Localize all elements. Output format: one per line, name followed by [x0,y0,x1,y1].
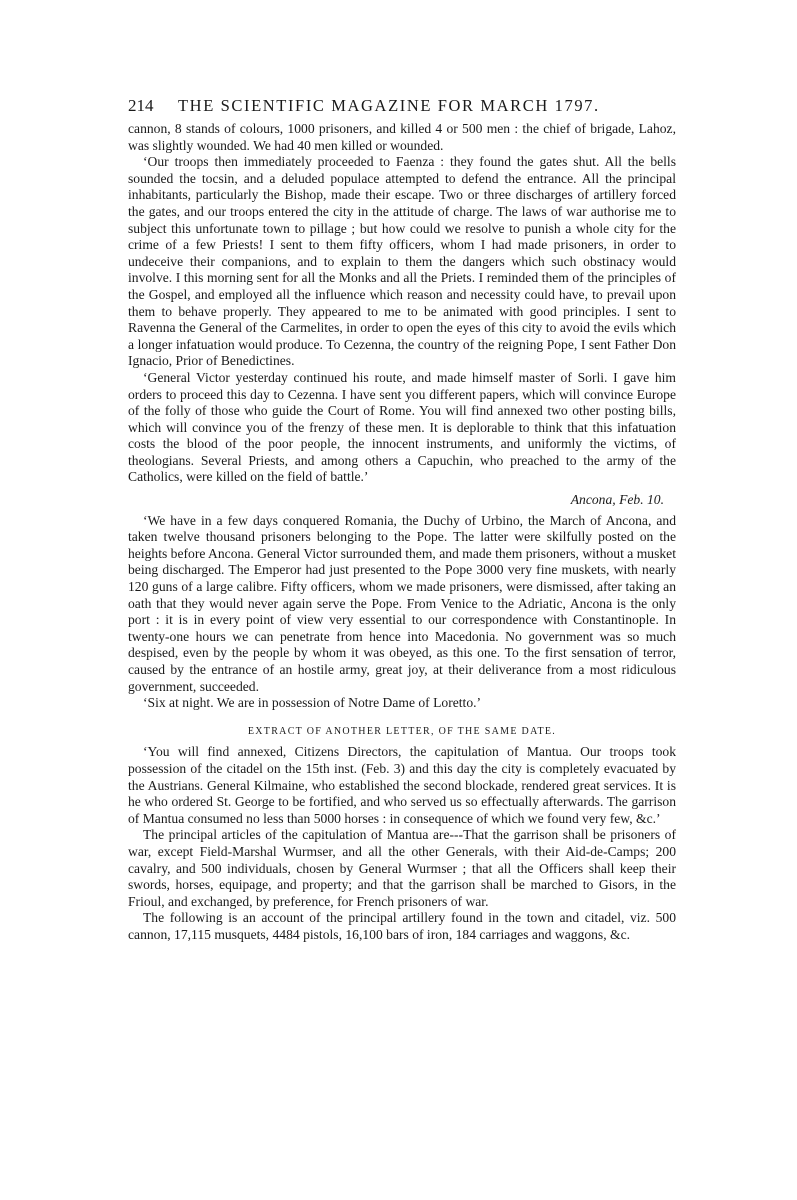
paragraph: The following is an account of the principal artillery found in the town and citadel, viz. 500 cannon, 17,115 musquets, 4484 pistols, 16,100 bars of iron, 184 carriages and waggons, &c. [128,910,676,942]
page-number: 214 [128,96,154,115]
running-head: THE SCIENTIFIC MAGAZINE FOR MARCH 1797. [178,96,600,115]
article-body [128,121,676,944]
dateline: Ancona, Feb. 10. [570,492,664,508]
paragraph: ‘You will find annexed, Citizens Directors, the capitulation of Mantua. Our troops took possession of the citadel on the 15th inst. (Feb. 3) and this day the city is completely evacuated by the Austrians. General Kilmaine, who established the second blockade, rendered great services. It is he who ordered St. George to be fortified, and who served us so effectually afterwards. The garrison of Mantua consumed no less than 5000 horses : in consequence of which we found very few, &c.’ [128,744,676,826]
page-header [128,96,676,116]
paragraph: The principal articles of the capitulation of Mantua are---That the garrison shall be prisoners of war, except Field-Marshal Wurmser, and all the other Generals, with their Aid-de-Camps; 200 cavalry, and 500 individuals, chosen by General Wurmser ; that all the Officers shall keep their swords, horses, equipage, and property; and that the garrison shall be marched to Gisors, in the Frioul, and exchanged, by preference, for French prisoners of war. [128,827,676,909]
section-subheading: EXTRACT OF ANOTHER LETTER, OF THE SAME DATE. [247,725,557,737]
paragraph: cannon, 8 stands of colours, 1000 prisoners, and killed 4 or 500 men : the chief of brigade, Lahoz, was slightly wounded. We had 40 men killed or wounded. [128,121,676,153]
paragraph: ‘General Victor yesterday continued his route, and made himself master of Sorli. I gave him orders to proceed this day to Cezenna. I have sent you different papers, which will convince Europe of the folly of those who guide the Court of Rome. You will find annexed two other posting bills, which will convince you of the frenzy of these men. It is deplorable to think that this infatuation costs the blood of the poor people, the innocent instruments, and uniformly the victims, of theologians. Several Priests, and among others a Capuchin, who preached to the army of the Catholics, were killed on the field of battle.’ [128,369,676,485]
paragraph: ‘Our troops then immediately proceeded to Faenza : they found the gates shut. All the bells sounded the tocsin, and a deluded populace attempted to defend the entrance. All the principal inhabitants, particularly the Bishop, made their escape. Two or three discharges of artillery forced the gates, and our troops entered the city in the attitude of charge. The laws of war authorise me to subject this unfortunate town to pillage ; but how could we resolve to punish a whole city for the crime of a few Priests! I sent to them fifty officers, whom I had made prisoners, in order to undeceive their companions, and to explain to them the dangers which such obstinacy would involve. I this morning sent for all the Monks and all the Priets. I reminded them of the principles of the Gospel, and employed all the influence which reason and necessity could have, to prevail upon them to behave properly. They appeared to me to be animated with good principles. I sent to Ravenna the General of the Carmelites, in order to open the eyes of this city to avoid the evils which a longer infatuation would produce. To Cezenna, the country of the reigning Pope, I sent Father Don Ignacio, Prior of Benedictines. [128,154,676,369]
paragraph: ‘Six at night. We are in possession of Notre Dame of Loretto.’ [143,695,482,711]
paragraph: ‘We have in a few days conquered Romania, the Duchy of Urbino, the March of Ancona, and taken twelve thousand prisoners belonging to the Pope. The latter were skilfully posted on the heights before Ancona. General Victor surrounded them, and made them prisoners, without a musket being discharged. The Emperor had just presented to the Pope 3000 very fine muskets, with nearly 120 guns of a large calibre. Fifty officers, whom we made prisoners, were dismissed, after taking an oath that they would never again serve the Pope. From Venice to the Adriatic, Ancona is the only port : it is in every point of view very essential to our correspondence with Constantinople. In twenty-one hours we can penetrate from hence into Macedonia. No government was so much despised, even by the people by whom it was obeyed, as this one. To the first sensation of terror, caused by the entrance of an hostile army, great joy, at their deliverance from a most ridiculous government, succeeded. [128,512,676,694]
